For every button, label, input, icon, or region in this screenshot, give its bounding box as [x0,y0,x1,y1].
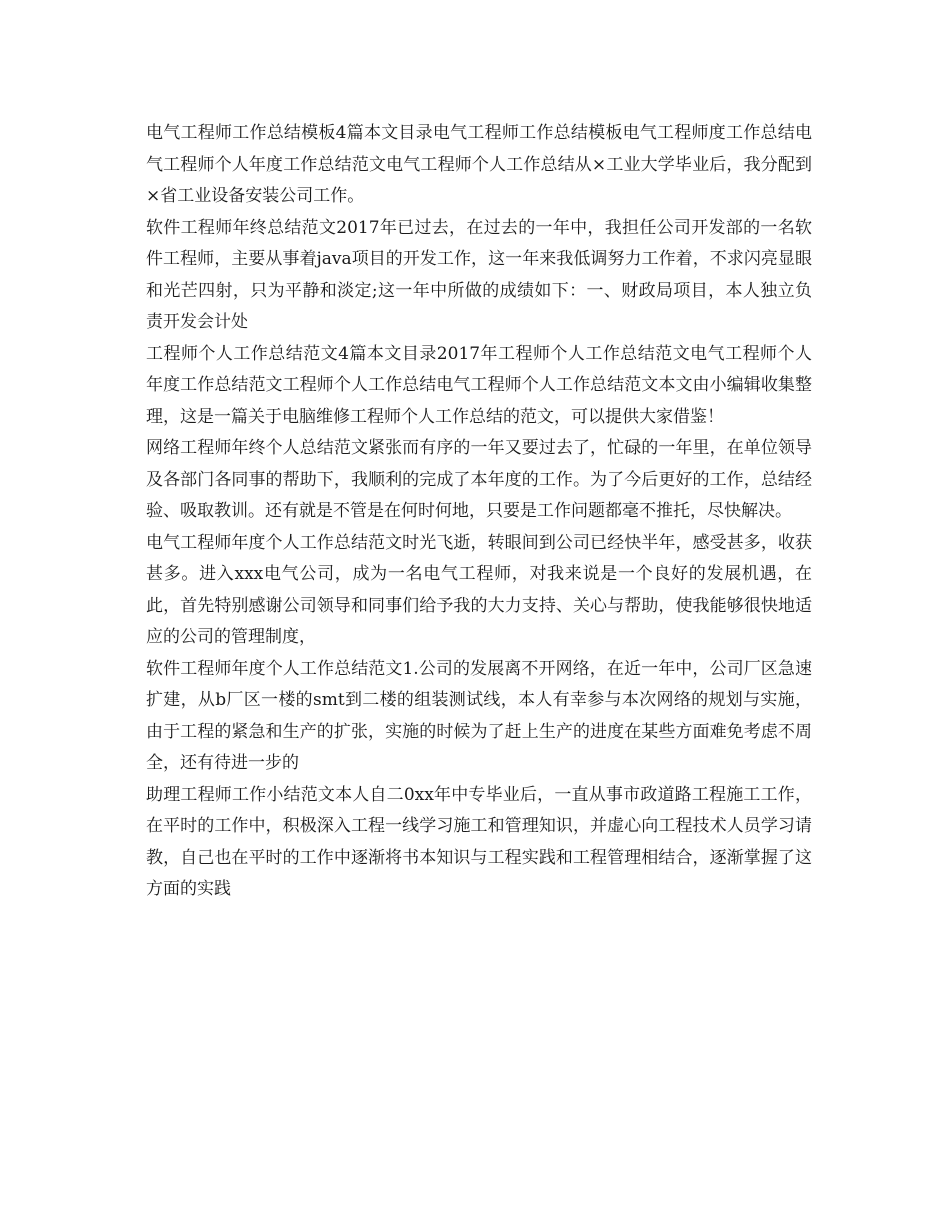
paragraph-software-engineer-year-end-summary: 软件工程师年终总结范文2017年已过去，在过去的一年中，我担任公司开发部的一名软件工程师，主要从事着java项目的开发工作，这一年来我低调努力工作着，不求闪亮显眼和光芒四射，只为平静和淡定;这一年中所做的成绩如下：一、财政局项目，本人独立负责开发会计处 [146,217,812,332]
document-body [146,118,812,906]
paragraph-engineer-personal-summary: 工程师个人工作总结范文4篇本文目录2017年工程师个人工作总结范文电气工程师个人年度工作总结范文工程师个人工作总结电气工程师个人工作总结范文本文由小编辑收集整理，这是一篇关于电脑维修工程师个人工作总结的范文，可以提供大家借鉴！ [146,343,812,427]
paragraph-network-engineer-year-end-summary: 网络工程师年终个人总结范文紧张而有序的一年又要过去了，忙碌的一年里，在单位领导及各部门各同事的帮助下，我顺利的完成了本年度的工作。为了今后更好的工作，总结经验、吸取教训。还有就是不管是在何时何地，只要是工作问题都毫不推托，尽快解决。 [146,438,812,521]
paragraph-assistant-engineer-summary: 助理工程师工作小结范文本人自二0xx年中专毕业后，一直从事市政道路工程施工工作，在平时的工作中，积极深入工程一线学习施工和管理知识，并虚心向工程技术人员学习请教，自己也在平时的工作中逐渐将书本知识与工程实践和工程管理相结合，逐渐掌握了这方面的实践 [146,784,812,899]
paragraph-electrical-engineer-summary-template: 电气工程师工作总结模板4篇本文目录电气工程师工作总结模板电气工程师度工作总结电气工程师个人年度工作总结范文电气工程师个人工作总结从×工业大学毕业后，我分配到×省工业设备安装公司工作。 [146,123,812,206]
paragraph-electrical-engineer-annual-summary: 电气工程师年度个人工作总结范文时光飞逝，转眼间到公司已经快半年，感受甚多，收获甚多。进入xxx电气公司，成为一名电气工程师，对我来说是一个良好的发展机遇，在此，首先特别感谢公司领导和同事们给予我的大力支持、关心与帮助，使我能够很快地适应的公司的管理制度， [146,532,812,647]
paragraph-software-engineer-annual-summary: 软件工程师年度个人工作总结范文1.公司的发展离不开网络，在近一年中，公司厂区急速扩建，从b厂区一楼的smt到二楼的组装测试线，本人有幸参与本次网络的规划与实施，由于工程的紧急和生产的扩张，实施的时候为了赶上生产的进度在某些方面难免考虑不周全，还有待进一步的 [146,658,812,773]
